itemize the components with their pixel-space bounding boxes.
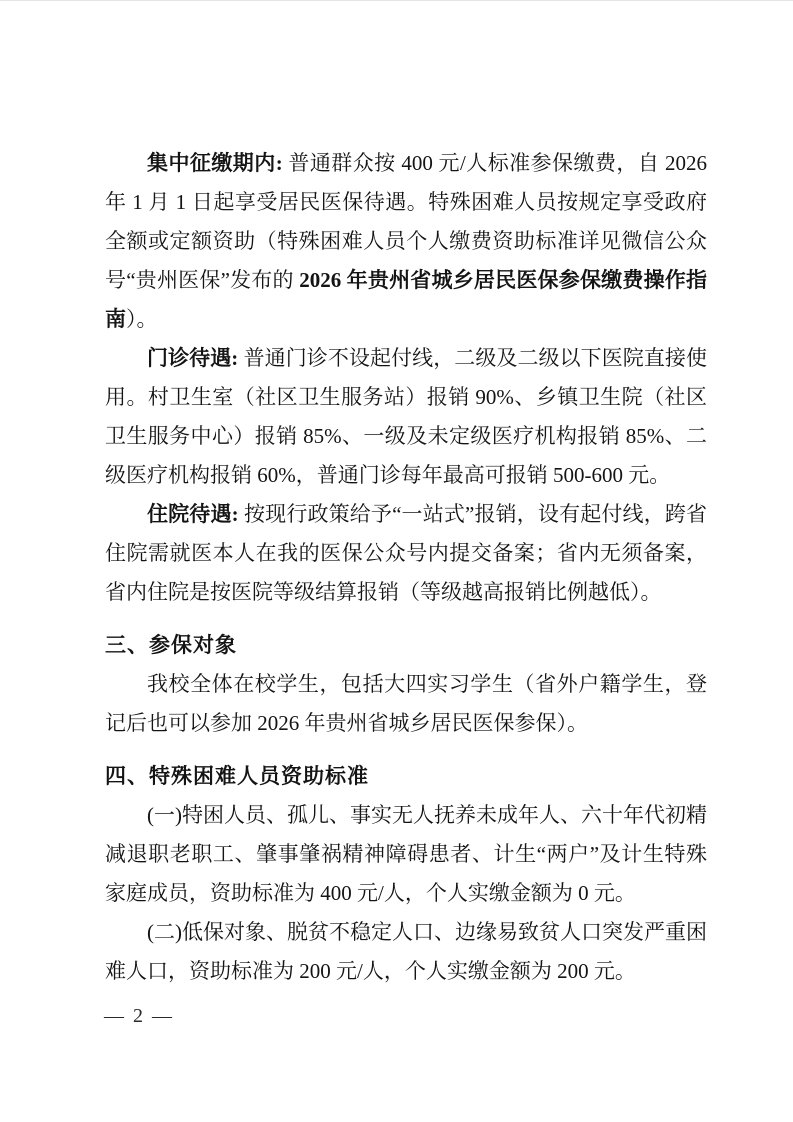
paragraph xyxy=(105,665,707,743)
text-run: (二)低保对象、脱贫不稳定人口、边缘易致贫人口突发严重困难人口，资助标准为 200 元/人，个人实缴金额为 200 元。 xyxy=(105,920,707,983)
section-heading xyxy=(105,626,707,665)
text-run: 普通门诊不设起付线，二级及二级以下医院直接使用。村卫生室（社区卫生服务站）报销 90%、乡镇卫生院（社区卫生服务中心）报销 85%、一级及未定级医疗机构报销 85%、二级医疗机构报销 60%，普通门诊每年最高可报销 500-600 元。 xyxy=(105,346,707,487)
section-heading xyxy=(105,757,707,796)
paragraph xyxy=(105,339,707,495)
paragraph xyxy=(105,495,707,612)
bold-text-run: 四、特殊困难人员资助标准 xyxy=(105,764,369,788)
page-number: — 2 — xyxy=(104,1005,174,1027)
paragraph xyxy=(105,796,707,913)
paragraph xyxy=(105,913,707,991)
bold-text-run: 2026 年贵州省城乡居民医保参保缴费操作指南 xyxy=(105,268,707,331)
bold-text-run: 集中征缴期内: xyxy=(147,151,283,175)
text-run: 按现行政策给予“一站式”报销，设有起付线，跨省住院需就医本人在我的医保公众号内提交备案；省内无须备案，省内住院是按医院等级结算报销（等级越高报销比例越低）。 xyxy=(105,502,707,604)
bold-text-run: 门诊待遇: xyxy=(147,346,239,370)
bold-text-run: 三、参保对象 xyxy=(105,633,237,657)
document-content xyxy=(105,144,707,991)
paragraph xyxy=(105,144,707,339)
text-run: 我校全体在校学生，包括大四实习学生（省外户籍学生，登记后也可以参加 2026 年贵州省城乡居民医保参保）。 xyxy=(105,672,707,735)
text-run: (一)特困人员、孤儿、事实无人抚养未成年人、六十年代初精减退职老职工、肇事肇祸精神障碍患者、计生“两户”及计生特殊家庭成员，资助标准为 400 元/人，个人实缴金额为 0 元。 xyxy=(105,803,707,905)
bold-text-run: 住院待遇: xyxy=(147,502,239,526)
text-run: 普通群众按 400 元/人标准参保缴费，自 2026 年 1 月 1 日起享受居民医保待遇。特殊困难人员按规定享受政府全额或定额资助（特殊困难人员个人缴费资助标准详见微信公众号“贵州医保”发布的 xyxy=(105,151,707,292)
text-run: ）。 xyxy=(126,307,158,331)
